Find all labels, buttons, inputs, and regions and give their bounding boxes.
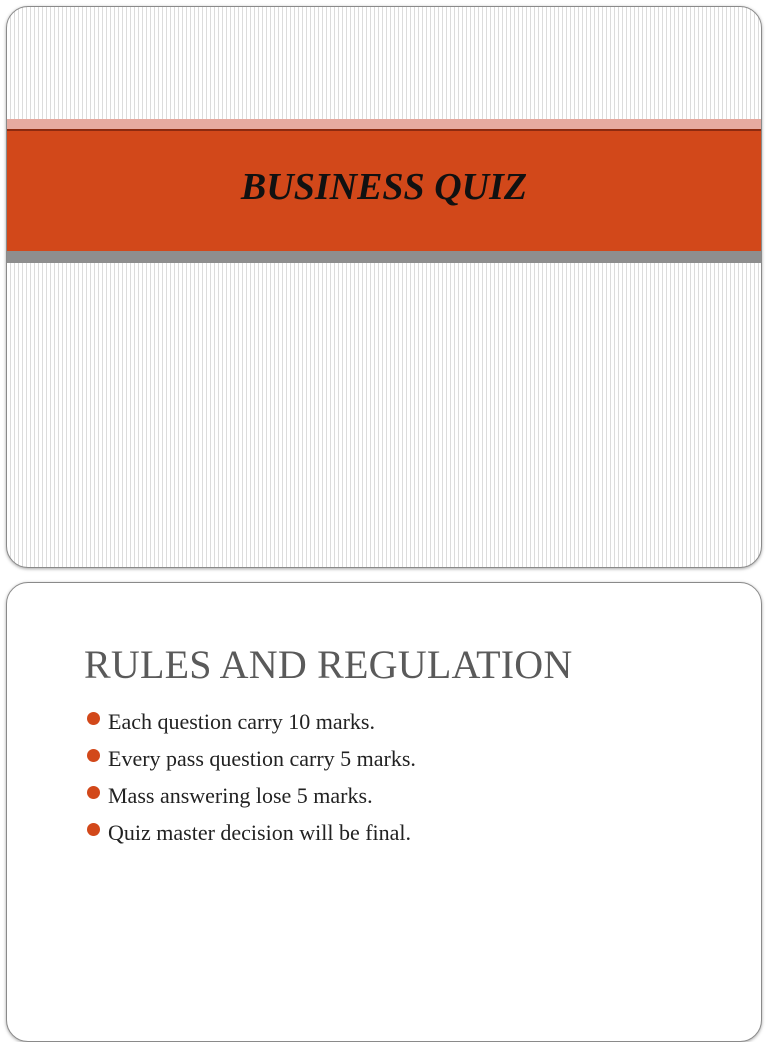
title-band-bottom-stripe xyxy=(7,251,761,263)
rule-text: Quiz master decision will be final. xyxy=(108,819,412,845)
list-item xyxy=(87,777,416,814)
rules-list xyxy=(87,703,416,851)
bullet-icon xyxy=(87,786,100,799)
bullet-icon xyxy=(87,823,100,836)
rule-text: Mass answering lose 5 marks. xyxy=(108,782,373,808)
bullet-icon xyxy=(87,749,100,762)
bullet-icon xyxy=(87,712,100,725)
list-item xyxy=(87,740,416,777)
title-slide xyxy=(6,6,762,568)
rule-text: Each question carry 10 marks. xyxy=(108,708,375,734)
title-band-top-stripe xyxy=(7,119,761,129)
rules-slide xyxy=(6,582,762,1042)
rule-text: Every pass question carry 5 marks. xyxy=(108,745,416,771)
list-item xyxy=(87,814,416,851)
rules-heading: RULES AND REGULATION xyxy=(84,642,573,687)
slide-title: BUSINESS QUIZ xyxy=(240,166,528,208)
list-item xyxy=(87,703,416,740)
title-band xyxy=(7,131,761,251)
